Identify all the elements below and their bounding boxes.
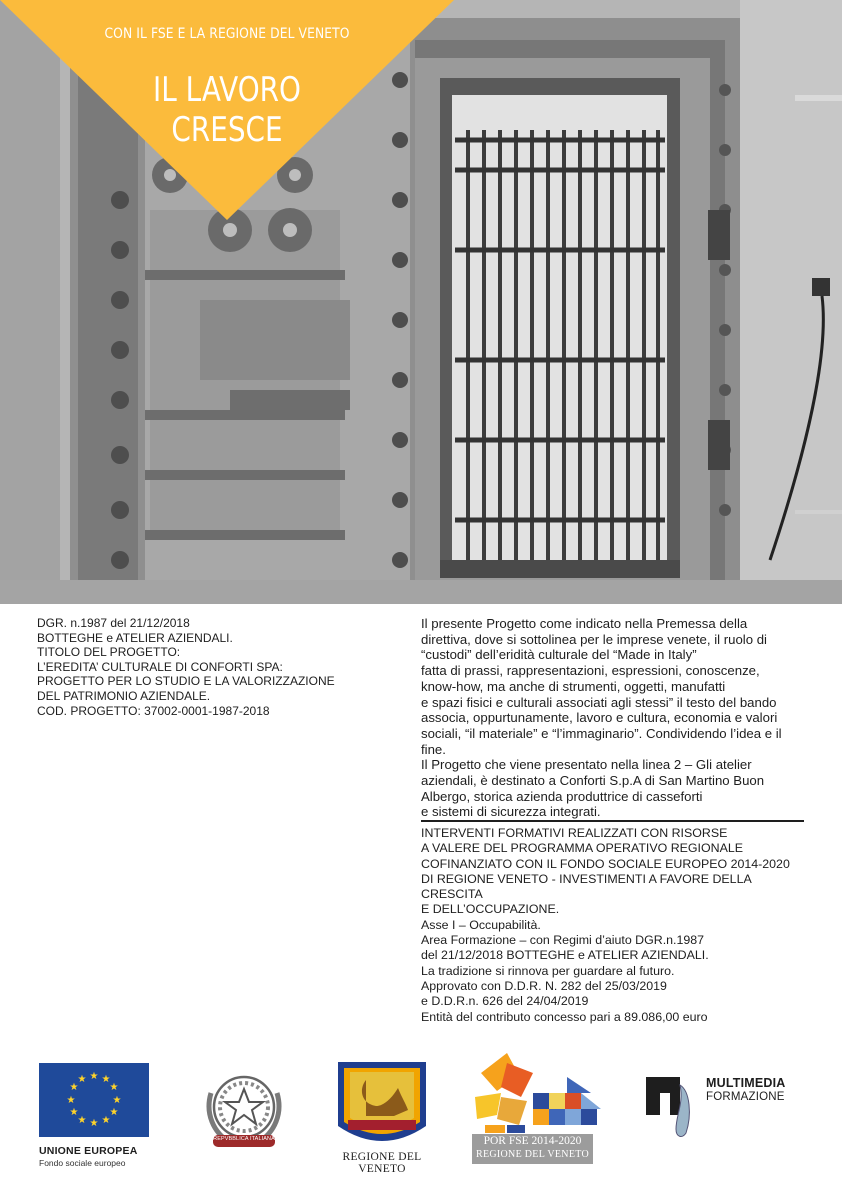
- description-line: sociali, “il materiale” e “l’immaginario”. Condividendo l’idea e il: [421, 725, 782, 741]
- svg-text:★: ★: [109, 1082, 119, 1093]
- svg-text:★: ★: [69, 1082, 79, 1093]
- funding-line: Asse I – Occupabilità.: [421, 917, 541, 932]
- svg-text:★: ★: [77, 1115, 87, 1126]
- funding-line: A VALERE DEL PROGRAMMA OPERATIVO REGIONALE: [421, 841, 744, 856]
- project-title-line2: PROGETTO PER LO STUDIO E LA VALORIZZAZIONE: [37, 674, 335, 689]
- funding-line: del 21/12/2018 BOTTEGHE e ATELIER AZIENDALI.: [421, 948, 709, 963]
- eu-flag-logo: [39, 1063, 149, 1137]
- description-line: Albergo, storica azienda produttrice di casseforti: [421, 788, 703, 804]
- multimedia-name: MULTIMEDIA: [706, 1076, 786, 1090]
- multimedia-mark-icon: [646, 1075, 702, 1141]
- republic-ribbon-text: REPVBBLICA ITALIANA: [213, 1136, 275, 1142]
- banner-title: [41, 70, 413, 150]
- description-line: Il Progetto che viene presentato nella linea 2 – Gli atelier: [421, 757, 752, 773]
- campaign-banner: [0, 0, 454, 220]
- funding-line: Area Formazione – con Regimi d’aiuto DGR.n.1987: [421, 933, 705, 948]
- banner-title-line1: IL LAVORO: [153, 70, 301, 110]
- svg-text:★: ★: [101, 1115, 111, 1126]
- regione-veneto-name: REGIONE DEL VENETO: [342, 1151, 422, 1175]
- project-category: BOTTEGHE e ATELIER AZIENDALI.: [37, 630, 233, 645]
- italian-republic-emblem: [199, 1063, 289, 1155]
- banner-subtitle: CON IL FSE E LA REGIONE DEL VENETO: [104, 26, 350, 42]
- eu-logo-name: UNIONE EUROPEA: [39, 1145, 138, 1157]
- description-line: aziendali, è destinato a Conforti S.p.A di San Martino Buon: [421, 773, 765, 789]
- project-title-line1: L’EREDITA’ CULTURALE DI CONFORTI SPA:: [37, 659, 283, 674]
- project-details: [37, 616, 387, 718]
- multimedia-formazione-logo: [646, 1075, 702, 1141]
- section-divider: [421, 820, 804, 822]
- svg-text:★: ★: [89, 1118, 99, 1129]
- funding-line: INTERVENTI FORMATIVI REALIZZATI CON RISORSE: [421, 826, 728, 840]
- dgr-reference: DGR. n.1987 del 21/12/2018: [37, 616, 190, 630]
- funding-line: DI REGIONE VENETO - INVESTIMENTI A FAVORE DELLA: [421, 871, 752, 886]
- description-line: fatta di prassi, rappresentazioni, espressioni, conoscenze,: [421, 663, 760, 679]
- por-fse-line2: REGIONE DEL VENETO: [476, 1149, 589, 1160]
- funding-details: [421, 826, 811, 1025]
- funding-line: Approvato con D.D.R. N. 282 del 25/03/2019: [421, 978, 667, 993]
- project-title-line3: DEL PATRIMONIO AZIENDALE.: [37, 688, 211, 703]
- eu-stars-icon: [39, 1063, 149, 1137]
- project-description: [421, 616, 811, 820]
- description-line: associa, oppurtunamente, lavoro e cultura, economia e valori: [421, 710, 778, 726]
- description-line: Il presente Progetto come indicato nella Premessa della: [421, 616, 748, 631]
- description-line: e sistemi di sicurezza integrati.: [421, 804, 601, 820]
- svg-text:★: ★: [101, 1074, 111, 1085]
- funding-line: CRESCITA: [421, 887, 483, 902]
- description-line: “custodi” dell’eridità culturale del “Made in Italy”: [421, 647, 697, 663]
- description-line: e spazi fisici e culturali associati agli stessi” il testo del bando: [421, 694, 777, 710]
- funding-line: La tradizione si rinnova per guardare al futuro.: [421, 963, 675, 978]
- winged-lion-icon: [336, 1060, 428, 1148]
- description-line: know-how, ma anche di strumenti, oggetti, manufatti: [421, 678, 726, 694]
- por-fse-line1: POR FSE 2014-2020: [483, 1135, 582, 1147]
- description-line: fine.: [421, 741, 446, 757]
- funding-line: Entità del contributo concesso pari a 89.086,00 euro: [421, 1009, 708, 1024]
- project-title-label: TITOLO DEL PROGETTO:: [37, 645, 181, 660]
- svg-text:★: ★: [109, 1107, 119, 1118]
- funding-line: e D.D.R.n. 626 del 24/04/2019: [421, 994, 589, 1009]
- svg-text:★: ★: [112, 1095, 122, 1106]
- svg-text:★: ★: [89, 1071, 99, 1082]
- multimedia-subtitle: FORMAZIONE: [706, 1091, 785, 1103]
- svg-text:★: ★: [77, 1074, 87, 1085]
- svg-text:★: ★: [66, 1095, 76, 1106]
- svg-text:★: ★: [69, 1107, 79, 1118]
- regione-veneto-logo: [336, 1060, 428, 1148]
- banner-title-line2: CRESCE: [171, 110, 283, 150]
- funding-line: COFINANZIATO CON IL FONDO SOCIALE EUROPEO 2014-2020: [421, 856, 790, 871]
- project-code: COD. PROGETTO: 37002-0001-1987-2018: [37, 703, 270, 718]
- eu-logo-subtitle: Fondo sociale europeo: [39, 1158, 126, 1168]
- funding-line: E DELL’OCCUPAZIONE.: [421, 902, 560, 917]
- description-line: direttiva, dove si sottolinea per le imprese venete, il ruolo di: [421, 631, 767, 647]
